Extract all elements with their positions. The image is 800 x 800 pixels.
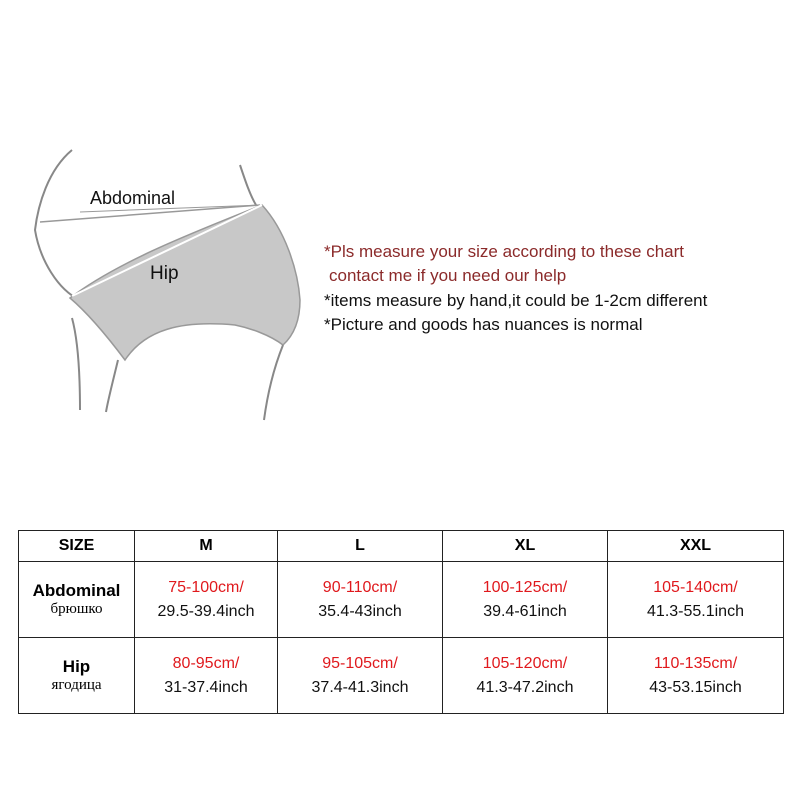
- left-leg-outline: [72, 318, 80, 410]
- note-measure: *Pls measure your size according to these chart: [324, 242, 685, 261]
- table-cell: [278, 638, 443, 714]
- header-m: M: [135, 531, 278, 562]
- cell-inch: 29.5-39.4inch: [157, 602, 255, 620]
- cell-inch: 37.4-41.3inch: [311, 678, 409, 696]
- right-leg-outline: [264, 345, 283, 420]
- table-row-abdominal: [19, 562, 784, 638]
- header-size: SIZE: [19, 531, 135, 562]
- header-xl: XL: [443, 531, 608, 562]
- cell-cm: 75-100cm/: [168, 578, 244, 596]
- size-table: [18, 530, 784, 714]
- table-cell: [443, 638, 608, 714]
- cell-cm: 105-140cm/: [653, 578, 738, 596]
- note-hand-measure: *items measure by hand,it could be 1-2cm different: [324, 291, 708, 310]
- table-cell: [135, 562, 278, 638]
- table-cell: [135, 638, 278, 714]
- row-label-en: Hip: [62, 657, 91, 676]
- cell-inch: 35.4-43inch: [318, 602, 402, 620]
- torso-outline: [35, 150, 80, 300]
- cell-cm: 90-110cm/: [322, 578, 398, 596]
- row-label-ru: ягодица: [51, 677, 102, 693]
- table-cell: [608, 638, 784, 714]
- cell-inch: 43-53.15inch: [649, 678, 742, 696]
- header-xxl: XXL: [608, 531, 784, 562]
- row-label-ru: брюшко: [50, 601, 103, 617]
- cell-cm: 100-125cm/: [482, 578, 568, 596]
- hip-label: Hip: [150, 263, 179, 284]
- cell-inch: 41.3-55.1inch: [647, 602, 744, 620]
- table-header-row: [19, 531, 784, 562]
- row-label-hip: [19, 638, 135, 714]
- crotch-outline: [106, 360, 118, 412]
- row-label-abdominal: [19, 562, 135, 638]
- note-contact: contact me if you need our help: [329, 266, 567, 285]
- row-label-en: Abdominal: [32, 581, 121, 600]
- cell-inch: 41.3-47.2inch: [476, 678, 574, 696]
- cell-cm: 80-95cm/: [172, 654, 240, 672]
- cell-inch: 39.4-61inch: [483, 602, 567, 620]
- abdominal-label: Abdominal: [90, 188, 176, 208]
- table-cell: [443, 562, 608, 638]
- table-cell: [278, 562, 443, 638]
- note-nuances: *Picture and goods has nuances is normal: [324, 315, 643, 334]
- cell-inch: 31-37.4inch: [164, 678, 248, 696]
- back-outline: [240, 165, 256, 205]
- underwear-shape: [70, 205, 300, 360]
- header-l: L: [278, 531, 443, 562]
- cell-cm: 105-120cm/: [482, 654, 568, 672]
- table-row-hip: [19, 638, 784, 714]
- table-cell: [608, 562, 784, 638]
- cell-cm: 110-135cm/: [653, 654, 738, 672]
- cell-cm: 95-105cm/: [322, 654, 398, 672]
